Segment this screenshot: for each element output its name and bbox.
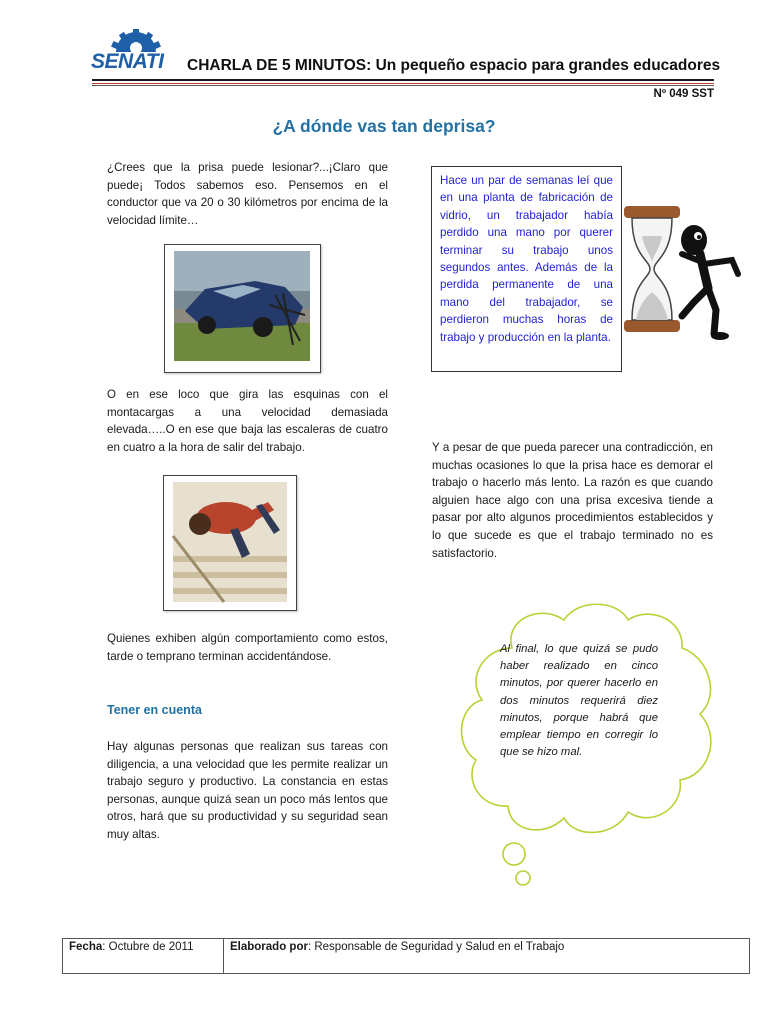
header-rule-red — [92, 83, 714, 84]
author-label: Elaborado por — [230, 941, 308, 953]
forklift-paragraph: O en ese loco que gira las esquinas con el montacargas a una velocidad demasiada elevada…..O en ese que baja las escaleras de cuatro en cuatro a la hora de salir del trabajo. — [107, 388, 388, 454]
header-rule — [92, 79, 714, 81]
date-value: : Octubre de 2011 — [102, 941, 194, 953]
date-label: Fecha — [69, 941, 103, 953]
footer-table — [62, 938, 750, 974]
section-heading: Tener en cuenta — [107, 703, 202, 717]
intro-paragraph: ¿Crees que la prisa puede lesionar?...¡Claro que puede¡ Todos sabemos eso. Pensemos en el conductor que va 20 o 30 kilómetros por encima de la velocidad límite… — [107, 161, 388, 227]
footer-author-cell — [224, 939, 749, 973]
diligence-paragraph: Hay algunas personas que realizan sus tareas con diligencia, a una velocidad que les permite realizar un trabajo seguro y productivo. La constancia en estas personas, aunque quizá sean un poco más lentos que otros, hará que su productividad y su seguridad sean muy altas. — [107, 740, 388, 841]
issue-number: Nº 049 SST — [653, 88, 714, 100]
header-title: CHARLA DE 5 MINUTOS: Un pequeño espacio para grandes educadores — [187, 57, 721, 74]
glass-plant-story-text: Hace un par de semanas leí que en una planta de fabricación de vidrio, un trabajador había perdido una mano por querer terminar su trabajo unos segundos antes. Además de la perdida permanente de una mano del trabajador, se perdieron muchas horas de trabajo y producción en la planta. — [440, 174, 613, 344]
cloud-conclusion-text: Al final, lo que quizá se pudo haber realizado en cinco minutos, por querer hacerlo en dos minutos requerirá diez minutos, porque habrá que emplear tiempo en corregir lo que se hizo mal. — [500, 643, 658, 759]
header-rule-thin — [92, 85, 714, 86]
behavior-paragraph: Quienes exhiben algún comportamiento como estos, tarde o temprano terminan accidentándose. — [107, 632, 388, 663]
contradiction-paragraph: Y a pesar de que pueda parecer una contradicción, en muchas ocasiones lo que la prisa hace es demorar el trabajo o hacerlo más lento. La razón es que cuando alguien hace algo con una prisa excesiva tiende a pasar por alto algunos procedimientos establecidos y lo que sucede es que el trabajo terminado no es satisfactorio. — [432, 441, 713, 560]
footer-date-cell — [63, 939, 224, 973]
crashed-car-photo — [164, 244, 321, 373]
author-value: : Responsable de Seguridad y Salud en el Trabajo — [307, 941, 565, 953]
glass-plant-story-box — [431, 166, 622, 372]
falling-on-stairs-photo — [163, 475, 297, 611]
page-title: ¿A dónde vas tan deprisa? — [272, 116, 496, 136]
logo-wordmark: SENATI — [91, 50, 164, 73]
hourglass-stick-figure-illustration — [620, 196, 744, 341]
